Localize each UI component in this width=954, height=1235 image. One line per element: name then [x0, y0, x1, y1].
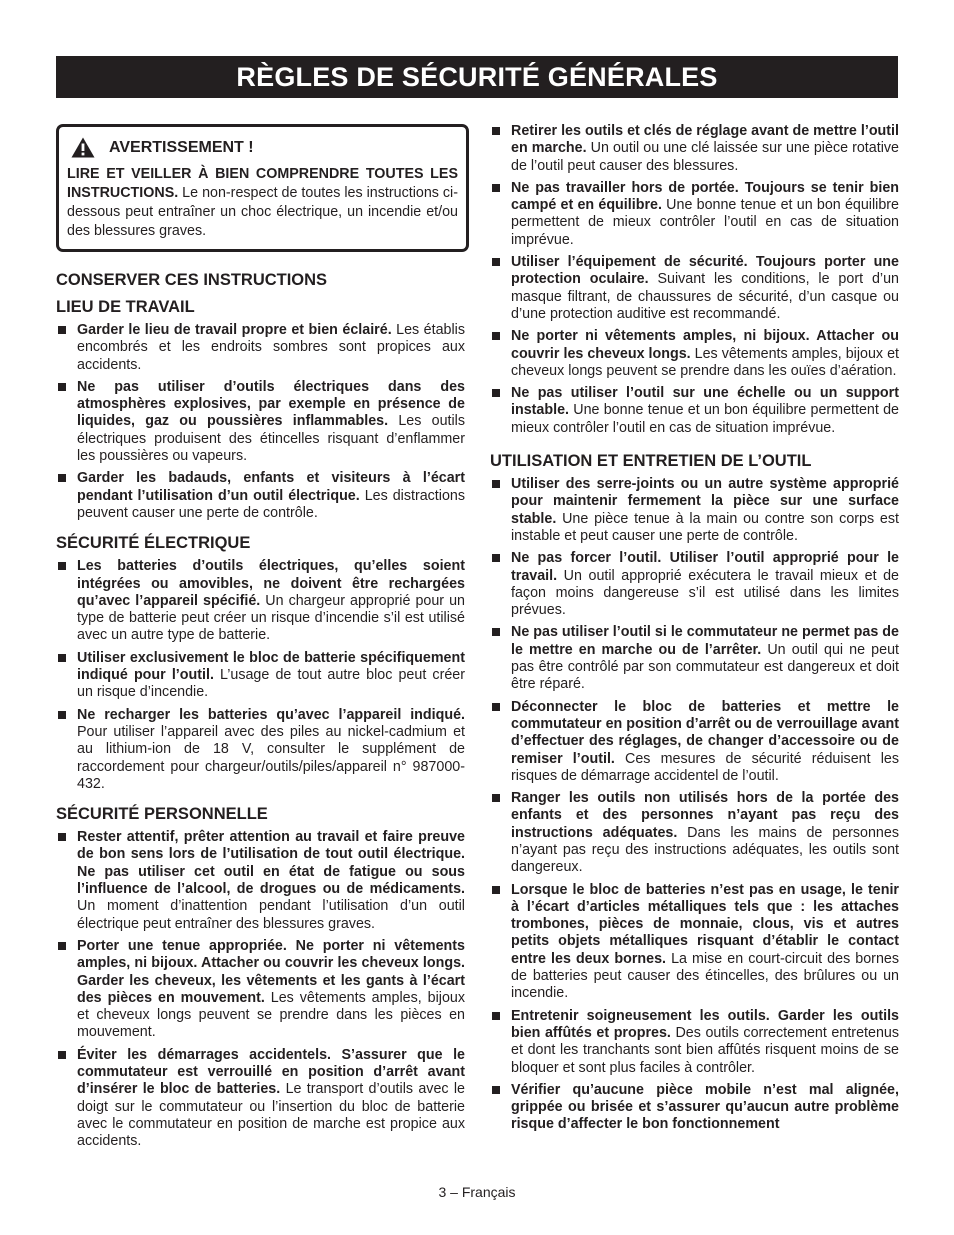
list-item — [490, 328, 899, 380]
item-text: Des outils correctement entretenus et dont les tranchants sont bien affûtés risquent moins de se bloquer et sont plus faciles à contrôler. — [511, 1024, 899, 1076]
personnelle-heading: SÉCURITÉ PERSONNELLE — [56, 805, 268, 824]
list-item — [490, 385, 899, 437]
list-item — [490, 476, 899, 545]
item-bold: Déconnecter le bloc de batteries et mettre le commutateur en position d’arrêt ou de verrouillage avant d’effectuer des réglages, de changer d’accessoire ou de remiser l’outil. — [511, 698, 899, 767]
warning-header — [67, 137, 458, 158]
item-text: Les outils électriques produisent des étincelles risquant d’enflammer les poussières ou vapeurs. — [77, 413, 466, 465]
list-item — [56, 707, 465, 793]
personnelle-list — [56, 829, 465, 1150]
list-item — [490, 1082, 899, 1134]
item-bold: Utiliser exclusivement le bloc de batterie spécifiquement indiqué pour l’outil. — [77, 649, 465, 684]
item-bold: Utiliser des serre-joints ou un autre système approprié pour maintenir fermement la pièce sur une surface stable. — [511, 476, 899, 527]
item-text: Une bonne tenue et un bon équilibre permettent de mieux contrôler l’outil en cas de situation imprévue. — [511, 402, 899, 436]
list-item — [490, 550, 899, 619]
warning-title: AVERTISSEMENT ! — [109, 138, 254, 156]
item-bold: Ne porter ni vêtements amples, ni bijoux. Attacher ou couvrir les cheveux longs. — [511, 328, 899, 362]
item-text: L’usage de tout autre bloc peut créer un risque d’incendie. — [77, 667, 466, 701]
warning-lead: LIRE ET VEILLER À BIEN COMPRENDRE TOUTES LES INSTRUCTIONS. — [67, 166, 458, 201]
item-bold: Ne pas forcer l’outil. Utiliser l’outil approprié pour le travail. — [511, 550, 899, 584]
item-text: Une pièce tenue à la main ou contre son corps est instable et peut causer une perte de contrôle. — [511, 510, 899, 544]
item-bold: Ne recharger les batteries qu’avec l’appareil indiqué. — [77, 706, 465, 723]
item-text: Les vêtements amples, bijoux et cheveux longs peuvent se prendre dans les ouïes d’aération. — [511, 345, 899, 379]
item-bold: Porter une tenue appropriée. Ne porter ni vêtements amples, ni bijoux. Attacher ou couvrir les cheveux longs. Garder les cheveux, les vêtements et les gants à l’écart des pièces en mouvement. — [77, 937, 465, 1006]
item-text: Les vêtements amples, bijoux et cheveux longs peuvent se prendre dans les pièces en mouvement. — [77, 989, 465, 1041]
item-bold: Ranger les outils non utilisés hors de la portée des enfants et des personnes n’ayant pas reçu des instructions adéquates. — [511, 790, 899, 841]
item-bold: Vérifier qu’aucune pièce mobile n’est mal alignée, grippée ou brisée et s’assurer qu’aucun autre problème risque d’affecter le bon fonctionnement — [511, 1081, 899, 1133]
list-item — [490, 882, 899, 1003]
item-bold: Ne pas utiliser l’outil si le commutateur ne permet pas de le mettre en marche ou de l’arrêter. — [511, 624, 899, 658]
item-bold: Rester attentif, prêter attention au travail et faire preuve de bon sens lors de l’utilisation de tout outil électrique. Ne pas utiliser cet outil en état de fatigue ou sous l’influence de l’alcool, de drogues ou de médicaments. — [77, 829, 465, 898]
list-item — [56, 1047, 465, 1151]
item-text: La mise en court-circuit des bornes de batteries peut causer des étincelles, des brûlures ou un incendie. — [511, 950, 899, 1002]
item-text: Ces mesures de sécurité réduisent les risques de démarrage accidentel de l’outil. — [511, 750, 899, 784]
item-bold: Les batteries d’outils électriques, qu’elles soient intégrées ou amovibles, ne doivent être rechargées qu’avec l’appareil spécifié. — [77, 558, 465, 609]
right-column — [490, 123, 899, 1139]
item-text: Les établis encombrés et les endroits sombres sont propices aux accidents. — [77, 322, 466, 373]
list-item — [56, 322, 465, 374]
utilisation-heading: UTILISATION ET ENTRETIEN DE L’OUTIL — [490, 452, 812, 471]
item-bold: Retirer les outils et clés de réglage avant de mettre l’outil en marche. — [511, 123, 899, 157]
utilisation-list — [490, 476, 899, 1134]
page-title: RÈGLES DE SÉCURITÉ GÉNÉRALES — [56, 56, 898, 98]
item-bold: Garder les badauds, enfants et visiteurs à l’écart pendant l’utilisation d’un outil électrique. — [77, 470, 465, 504]
electrique-heading: SÉCURITÉ ÉLECTRIQUE — [56, 534, 251, 553]
lieu-heading: LIEU DE TRAVAIL — [56, 298, 195, 316]
item-text: Un outil ou une clé laissée sur une pièce rotative de l’outil peut causer des blessures. — [511, 140, 899, 174]
item-text: Un outil approprié exécutera le travail mieux et de façon moins dangereuse s’il est utilisé dans les limites prévues. — [511, 567, 899, 619]
item-bold: Ne pas utiliser l’outil sur une échelle ou un support instable. — [511, 385, 899, 419]
item-bold: Ne pas utiliser d’outils électriques dans des atmosphères explosives, par exemple en présence de liquides, gaz ou poussières inflammables. — [77, 378, 465, 430]
item-bold: Lorsque le bloc de batteries n’est pas en usage, le tenir à l’écart d’articles métalliques tels que : les attaches trombones, pièces de monnaie, clous, vis et autres petits objets métalliques risquant d’établir le contact entre les deux bornes. — [511, 881, 899, 967]
item-text: Suivant les conditions, le port d’un masque filtrant, de chaussures de sécurité, d’un casque ou d’une protection auditive est recommandé. — [511, 271, 899, 322]
item-text: Le transport d’outils avec le doigt sur le commutateur ou l’insertion du bloc de batterie avec le commutateur en position de marche est propice aux accidents. — [77, 1081, 465, 1150]
item-bold: Ne pas travailler hors de portée. Toujours se tenir bien campé et en équilibre. — [511, 179, 899, 214]
list-item — [490, 180, 899, 249]
list-item — [490, 624, 899, 693]
list-item — [56, 938, 465, 1042]
item-bold: Utiliser l’équipement de sécurité. Toujours porter une protection oculaire. — [511, 254, 899, 288]
left-column — [56, 124, 465, 1155]
item-text: Une bonne tenue et un bon équilibre permettent de mieux contrôler l’outil en cas de situation imprévue. — [511, 197, 900, 248]
list-item — [56, 558, 465, 644]
electrique-list — [56, 558, 465, 793]
warning-body: Le non-respect de toutes les instructions ci-dessous peut entraîner un choc électrique, un incendie et/ou des blessures graves. — [67, 185, 458, 239]
list-item — [56, 470, 465, 522]
item-text: Pour utiliser l’appareil avec des piles au nickel-cadmium et au lithium-ion de 18 V, consulter le supplément de raccordement pour chargeur/outils/piles/appareil n° 987000-432. — [77, 723, 465, 792]
item-bold: Entretenir soigneusement les outils. Garder les outils bien affûtés et propres. — [511, 1007, 899, 1041]
list-item — [490, 1008, 899, 1077]
list-item — [56, 379, 465, 465]
item-bold: Garder le lieu de travail propre et bien éclairé. — [77, 322, 392, 338]
list-item — [490, 123, 899, 175]
list-item — [490, 254, 899, 323]
right-top-list — [490, 123, 899, 437]
lieu-list — [56, 322, 465, 522]
item-text: Un outil qui ne peut pas être contrôlé par son commutateur est dangereux et doit être réparé. — [511, 641, 899, 693]
item-bold: Éviter les démarrages accidentels. S’assurer que le commutateur est verrouillé en position d’arrêt avant d’insérer le bloc de batteries. — [77, 1046, 465, 1098]
warning-box — [56, 124, 469, 252]
item-text: Les distractions peuvent causer une perte de contrôle. — [77, 487, 466, 521]
list-item — [490, 699, 899, 785]
page-footer: 3 – Français — [438, 1184, 516, 1200]
item-text: Un chargeur approprié pour un type de batterie peut créer un risque d’incendie s’il est utilisé avec un autre type de batterie. — [77, 592, 465, 644]
item-text: Un moment d’inattention pendant l’utilisation d’un outil électrique peut entraîner des blessures graves. — [77, 898, 465, 932]
list-item — [56, 650, 465, 702]
conserver-heading: CONSERVER CES INSTRUCTIONS — [56, 271, 328, 289]
warning-triangle-icon — [71, 137, 95, 158]
list-item — [56, 829, 465, 933]
warning-text — [67, 165, 458, 241]
list-item — [490, 790, 899, 876]
item-text: Dans les mains de personnes n’ayant pas reçu des instructions adéquates, les outils sont dangereux. — [511, 824, 899, 876]
